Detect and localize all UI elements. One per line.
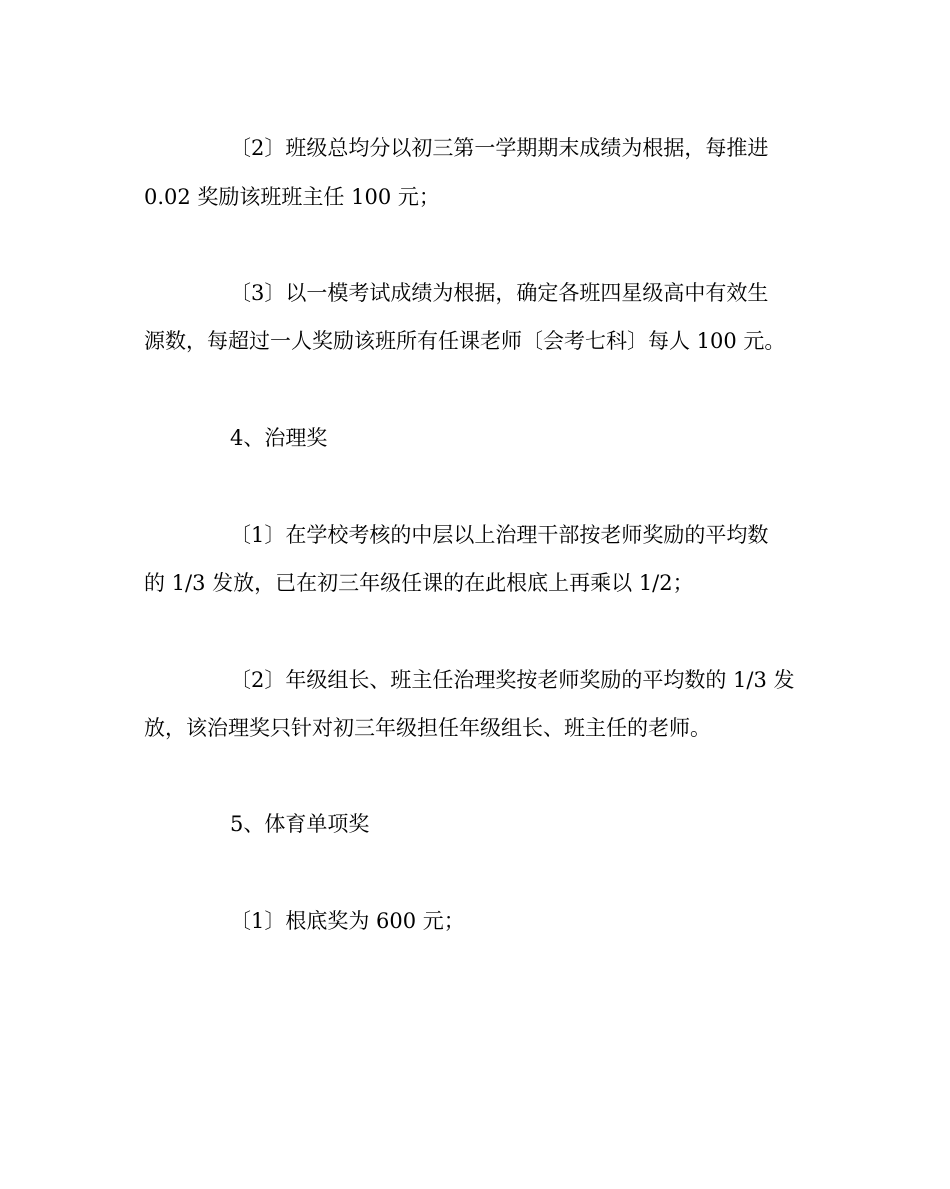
- paragraph-managers-line-2: 的 1/3 发放，已在初三年级任课的在此根底上再乘以 1/2；: [144, 571, 694, 595]
- paragraph-item-3-line-2: 源数，每超过一人奖励该班所有任课老师〔会考七科〕每人 100 元。: [144, 329, 786, 353]
- section-heading-management-award: 4、治理奖: [230, 426, 328, 450]
- paragraph-item-3-line-1: 〔3〕以一模考试成绩为根据，确定各班四星级高中有效生: [230, 281, 769, 305]
- paragraph-managers-line-1: 〔1〕在学校考核的中层以上治理干部按老师奖励的平均数: [230, 523, 769, 547]
- paragraph-grade-leaders-line-2: 放，该治理奖只针对初三年级担任年级组长、班主任的老师。: [144, 716, 711, 740]
- paragraph-grade-leaders-line-1: 〔2〕年级组长、班主任治理奖按老师奖励的平均数的 1/3 发: [230, 668, 795, 692]
- paragraph-base-award: 〔1〕根底奖为 600 元；: [230, 909, 465, 933]
- paragraph-item-2-line-1: 〔2〕班级总均分以初三第一学期期末成绩为根据，每推进: [230, 136, 769, 160]
- paragraph-item-2-line-2: 0.02 奖励该班班主任 100 元；: [144, 185, 440, 209]
- section-heading-sports-award: 5、体育单项奖: [230, 812, 370, 836]
